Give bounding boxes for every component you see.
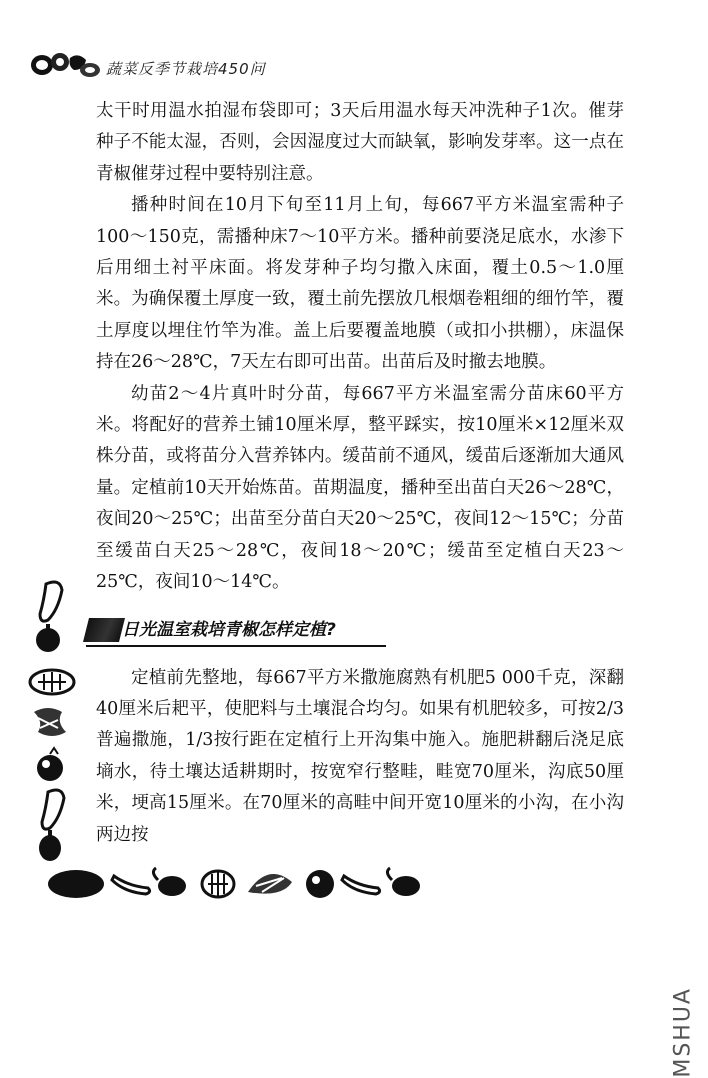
- page-header-title: 蔬菜反季节栽培450问: [106, 60, 266, 78]
- heading-underline: [86, 645, 386, 647]
- section-heading-text: 日光温室栽培青椒怎样定植?: [122, 619, 336, 640]
- section-heading: [86, 617, 386, 647]
- paragraph-planting: 定植前先整地，每667平方米撒施腐熟有机肥5 000千克，深翻40厘米后耙平，使肥料与土壤混合均匀。如果有机肥较多，可按2/3普遍撒施，1/3按行距在定植行上开沟集中施入。施肥耕翻后浇足底墒水，待土壤达适耕期时，按宽窄行整畦，畦宽70厘米，沟底50厘米，埂高15厘米。在70厘米的高畦中间开宽10厘米的小沟，在小沟两边按: [96, 667, 624, 845]
- heading-marker-block: [83, 618, 125, 642]
- watermark: MSHUA: [671, 987, 696, 1078]
- page-header: [30, 50, 670, 80]
- paragraph-seedling: 幼苗2～4片真叶时分苗，每667平方米温室需分苗床60平方米。将配好的营养土铺10厘米厚，整平踩实，按10厘米×12厘米双株分苗，或将苗分入营养钵内。缓苗前不通风，缓苗后逐渐加大通风量。定植前10天开始炼苗。苗期温度，播种至出苗白天26～28℃，夜间20～25℃；出苗至分苗白天20～25℃，夜间12～15℃；分苗至缓苗白天25～28℃，夜间18～20℃；缓苗至定植白天23～25℃，夜间10～14℃。: [96, 383, 624, 593]
- vegetable-row-icon: [48, 862, 428, 902]
- paragraph-continued: 太干时用温水拍湿布袋即可；3天后用温水每天冲洗种子1次。催芽种子不能太湿，否则，会因湿度过大而缺氧，影响发芽率。这一点在青椒催芽过程中要特别注意。: [96, 101, 624, 184]
- paragraph-sowing: 播种时间在10月下旬至11月上旬，每667平方米温室需种子100～150克，需播种床7～10平方米。播种前要浇足底水，水渗下后用细土衬平床面。将发芽种子均匀撒入床面，覆土0.5～1.0厘米。为确保覆土厚度一致，覆土前先摆放几根烟卷粗细的细竹竿，覆土厚度以埋住竹竿为准。盖上后要覆盖地膜（或扣小拱棚），床温保持在26～28℃，7天左右即可出苗。出苗后及时撤去地膜。: [96, 195, 624, 373]
- vegetables-logo-icon: [30, 50, 102, 80]
- vegetable-column-icon: [28, 578, 88, 878]
- page-body: [96, 96, 624, 851]
